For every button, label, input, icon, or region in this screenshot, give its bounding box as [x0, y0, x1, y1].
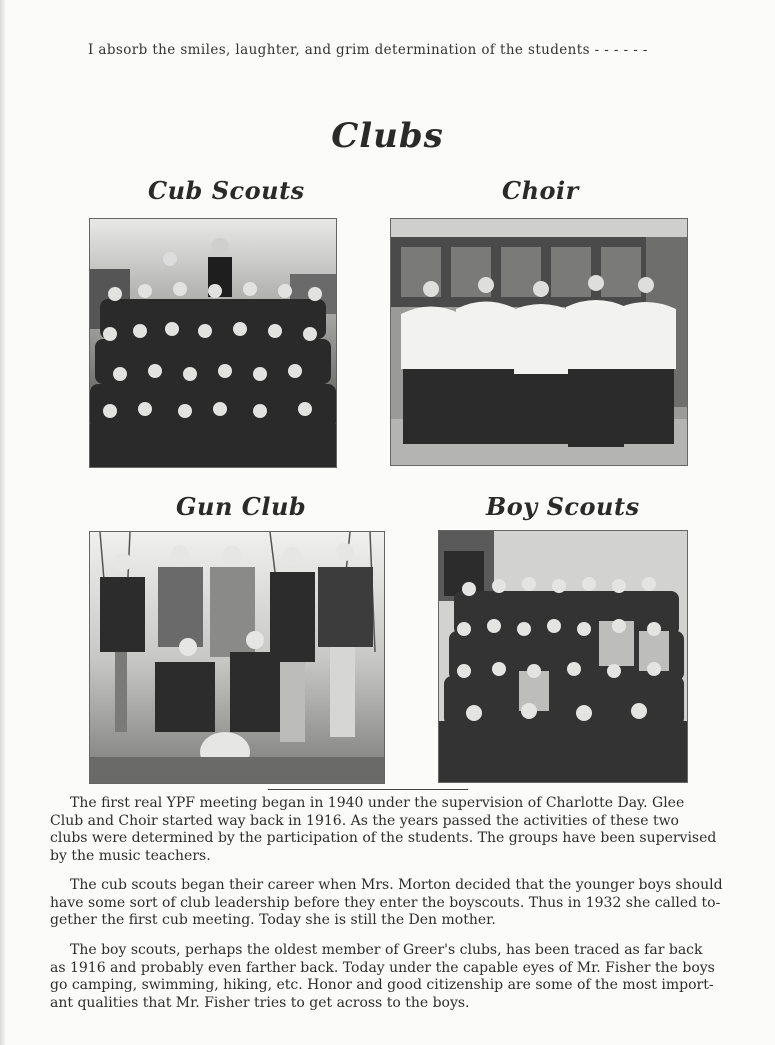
scan-edge-shadow	[0, 0, 6, 1045]
paragraph-boy-scouts	[50, 942, 760, 1012]
paragraph-line: The cub scouts began their career when Mrs. Morton decided that the younger boys should	[70, 877, 723, 893]
club-title-choir: Choir	[502, 176, 579, 205]
group-photo-icon	[439, 531, 687, 782]
group-photo-icon	[90, 219, 336, 467]
paragraph-line: Club and Choir started way back in 1916. As the years passed the activities of these two	[50, 812, 679, 829]
boy-scouts-photo	[438, 530, 688, 783]
club-title-gun-club: Gun Club	[176, 492, 307, 521]
page-title: Clubs	[331, 116, 444, 156]
paragraph-ypf	[50, 795, 760, 865]
paragraph-line: have some sort of club leadership before they enter the boyscouts. Thus in 1932 she called to-	[50, 894, 721, 911]
paragraph-line: go camping, swimming, hiking, etc. Honor and good citizenship are some of the most import-	[50, 977, 714, 993]
paragraph-line: ant qualities that Mr. Fisher tries to get across to the boys.	[50, 994, 470, 1011]
section-divider	[268, 789, 468, 790]
group-photo-icon	[90, 532, 384, 783]
paragraph-line: as 1916 and probably even farther back. Today under the capable eyes of Mr. Fisher the boys	[50, 959, 715, 976]
group-photo-icon	[391, 219, 687, 465]
page-caption: I absorb the smiles, laughter, and grim determination of the students - - - - - -	[88, 42, 648, 58]
paragraph-line: gether the first cub meeting. Today she is still the Den mother.	[50, 912, 496, 928]
paragraph-line: The boy scouts, perhaps the oldest member of Greer's clubs, has been traced as far back	[70, 942, 703, 958]
club-title-boy-scouts: Boy Scouts	[486, 492, 640, 521]
paragraph-line: The first real YPF meeting began in 1940 under the supervision of Charlotte Day. Glee	[70, 795, 685, 811]
paragraph-cub-scouts	[50, 877, 760, 930]
choir-photo	[390, 218, 688, 466]
cub-scouts-photo	[89, 218, 337, 468]
paragraph-line: clubs were determined by the participation of the students. The groups have been supervised	[50, 830, 717, 846]
paragraph-line: by the music teachers.	[50, 847, 211, 864]
club-title-cub-scouts: Cub Scouts	[148, 176, 305, 205]
gun-club-photo	[89, 531, 385, 784]
